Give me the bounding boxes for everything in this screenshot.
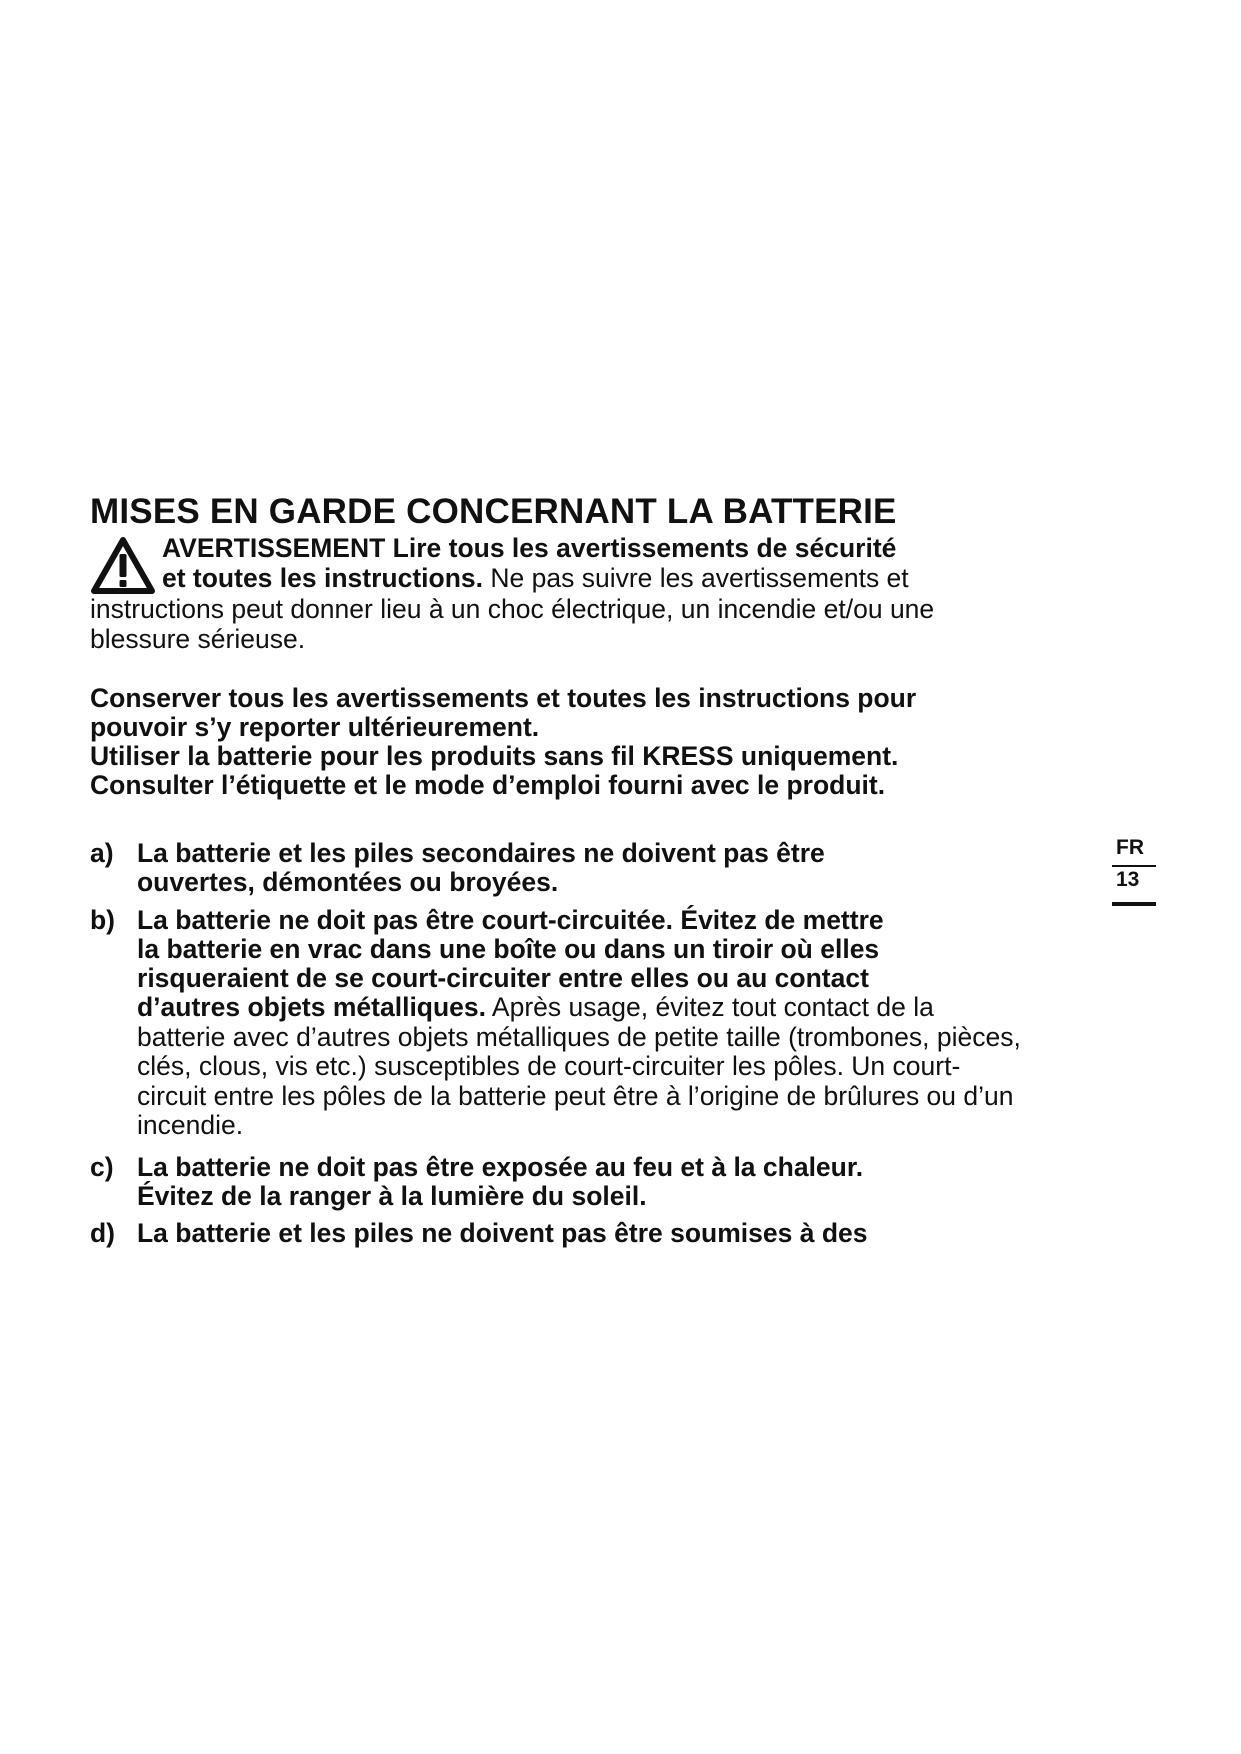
page-title: MISES EN GARDE CONCERNANT LA BATTERIE <box>90 492 897 531</box>
warning-heading: AVERTISSEMENT Lire tous les avertissements de sécurité <box>162 533 897 563</box>
warning-regular-fragment: Ne pas suivre les avertissements et <box>483 563 909 593</box>
item-b-line-4 <box>137 992 934 1022</box>
warning-text-line-2 <box>162 563 909 593</box>
item-a-letter: a) <box>90 838 114 868</box>
item-b-letter: b) <box>90 905 116 935</box>
item-a-line-2: ouvertes, démontées ou broyées. <box>137 867 559 897</box>
item-b-line-2: la batterie en vrac dans une boîte ou dans un tiroir où elles <box>137 934 880 964</box>
item-d-line-1: La batterie et les piles ne doivent pas être soumises à des <box>137 1218 868 1248</box>
item-b-line-8: incendie. <box>137 1110 244 1140</box>
language-code: FR <box>1116 836 1144 859</box>
page-number: 13 <box>1116 868 1140 891</box>
item-c-line-1: La batterie ne doit pas être exposée au feu et à la chaleur. <box>137 1152 864 1182</box>
item-c-line-2: Évitez de la ranger à la lumière du soleil. <box>137 1181 647 1211</box>
item-b-line-5: batterie avec d’autres objets métalliques de petite taille (trombones, pièces, <box>137 1022 1021 1052</box>
item-b-regular-fragment: Après usage, évitez tout contact de la <box>486 992 934 1022</box>
notice-line-3: Utiliser la batterie pour les produits sans fil KRESS uniquement. <box>90 741 899 771</box>
warning-bold-fragment: et toutes les instructions. <box>162 563 484 593</box>
warning-text-line-4: blessure sérieuse. <box>90 624 306 654</box>
notice-line-1: Conserver tous les avertissements et toutes les instructions pour <box>90 683 917 713</box>
item-b-bold-fragment: d’autres objets métalliques. <box>137 992 487 1022</box>
item-a-line-1: La batterie et les piles secondaires ne doivent pas être <box>137 838 825 868</box>
item-b-line-1: La batterie ne doit pas être court-circuitée. Évitez de mettre <box>137 905 884 935</box>
page-number-underline <box>1112 902 1156 906</box>
notice-line-2: pouvoir s’y reporter ultérieurement. <box>90 712 540 742</box>
warning-triangle-icon <box>90 536 156 596</box>
margin-divider <box>1112 865 1156 867</box>
item-c-letter: c) <box>90 1152 114 1182</box>
notice-line-4: Consulter l’étiquette et le mode d’emploi fourni avec le produit. <box>90 770 886 800</box>
item-b-line-7: circuit entre les pôles de la batterie peut être à l’origine de brûlures ou d’un <box>137 1081 1014 1111</box>
item-d-letter: d) <box>90 1218 116 1248</box>
warning-text-line-3: instructions peut donner lieu à un choc électrique, un incendie et/ou une <box>90 594 935 624</box>
item-b-line-3: risqueraient de se court-circuiter entre elles ou au contact <box>137 963 869 993</box>
item-b-line-6: clés, clous, vis etc.) susceptibles de court-circuiter les pôles. Un court- <box>137 1051 961 1081</box>
